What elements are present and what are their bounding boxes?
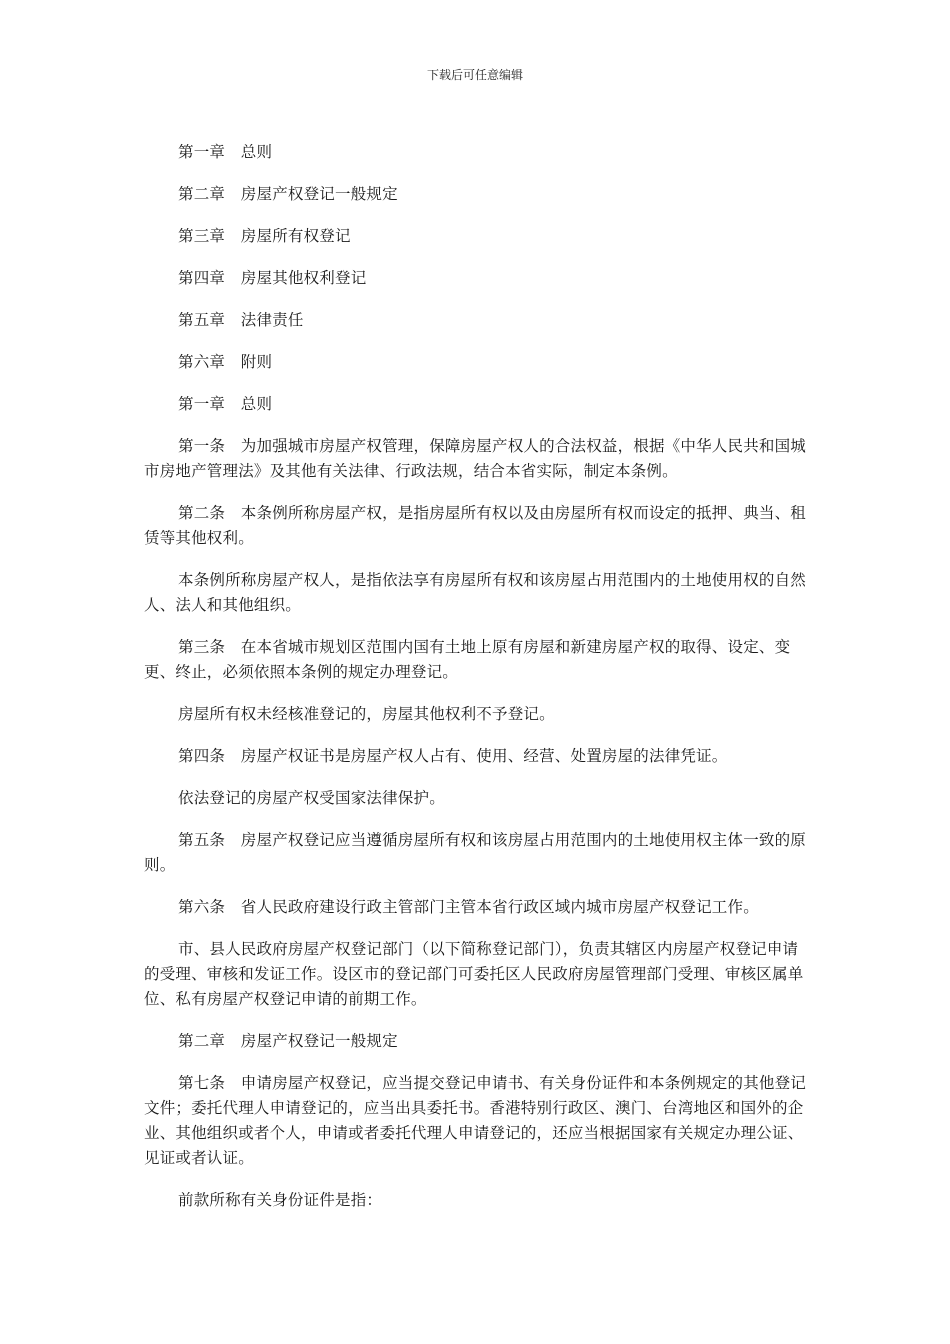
chapter-1-heading: 第一章 总则 — [178, 395, 273, 413]
article-7: 第七条 申请房屋产权登记，应当提交登记申请书、有关身份证件和本条例规定的其他登记文件；委托代理人申请登记的，应当出具委托书。香港特别行政区、澳门、台湾地区和国外的企业、其他组织或者个人，申请或者委托代理人申请登记的，还应当根据国家有关规定办理公证、见证或者认证。 — [144, 1074, 807, 1167]
article-6: 第六条 省人民政府建设行政主管部门主管本省行政区域内城市房屋产权登记工作。 — [178, 898, 759, 916]
toc-chapter-3: 第三章 房屋所有权登记 — [178, 227, 351, 245]
article-6-para-2: 市、县人民政府房屋产权登记部门（以下简称登记部门），负责其辖区内房屋产权登记申请的受理、审核和发证工作。设区市的登记部门可委托区人民政府房屋管理部门受理、审核区属单位、私有房屋产权登记申请的前期工作。 — [144, 940, 804, 1008]
article-3: 第三条 在本省城市规划区范围内国有土地上原有房屋和新建房屋产权的取得、设定、变更、终止，必须依照本条例的规定办理登记。 — [144, 638, 791, 681]
article-1: 第一条 为加强城市房屋产权管理，保障房屋产权人的合法权益，根据《中华人民共和国城市房地产管理法》及其他有关法律、行政法规，结合本省实际，制定本条例。 — [144, 437, 807, 480]
article-3-para-2: 房屋所有权未经核准登记的，房屋其他权利不予登记。 — [178, 705, 555, 723]
article-7-para-2: 前款所称有关身份证件是指： — [178, 1191, 383, 1209]
article-4-para-2: 依法登记的房屋产权受国家法律保护。 — [178, 789, 445, 807]
toc-chapter-6: 第六章 附则 — [178, 353, 273, 371]
chapter-2-heading: 第二章 房屋产权登记一般规定 — [178, 1032, 398, 1050]
toc-chapter-2: 第二章 房屋产权登记一般规定 — [178, 185, 398, 203]
toc-chapter-5: 第五章 法律责任 — [178, 311, 304, 329]
document-body — [144, 140, 810, 1230]
article-2: 第二条 本条例所称房屋产权，是指房屋所有权以及由房屋所有权而设定的抵押、典当、租赁等其他权利。 — [144, 504, 807, 547]
article-5: 第五条 房屋产权登记应当遵循房屋所有权和该房屋占用范围内的土地使用权主体一致的原则。 — [144, 831, 807, 874]
article-2-para-2: 本条例所称房屋产权人，是指依法享有房屋所有权和该房屋占用范围内的土地使用权的自然人、法人和其他组织。 — [144, 571, 807, 614]
toc-chapter-1: 第一章 总则 — [178, 143, 273, 161]
toc-chapter-4: 第四章 房屋其他权利登记 — [178, 269, 367, 287]
page-header-note: 下载后可任意编辑 — [426, 68, 523, 82]
article-4: 第四条 房屋产权证书是房屋产权人占有、使用、经营、处置房屋的法律凭证。 — [178, 747, 728, 765]
